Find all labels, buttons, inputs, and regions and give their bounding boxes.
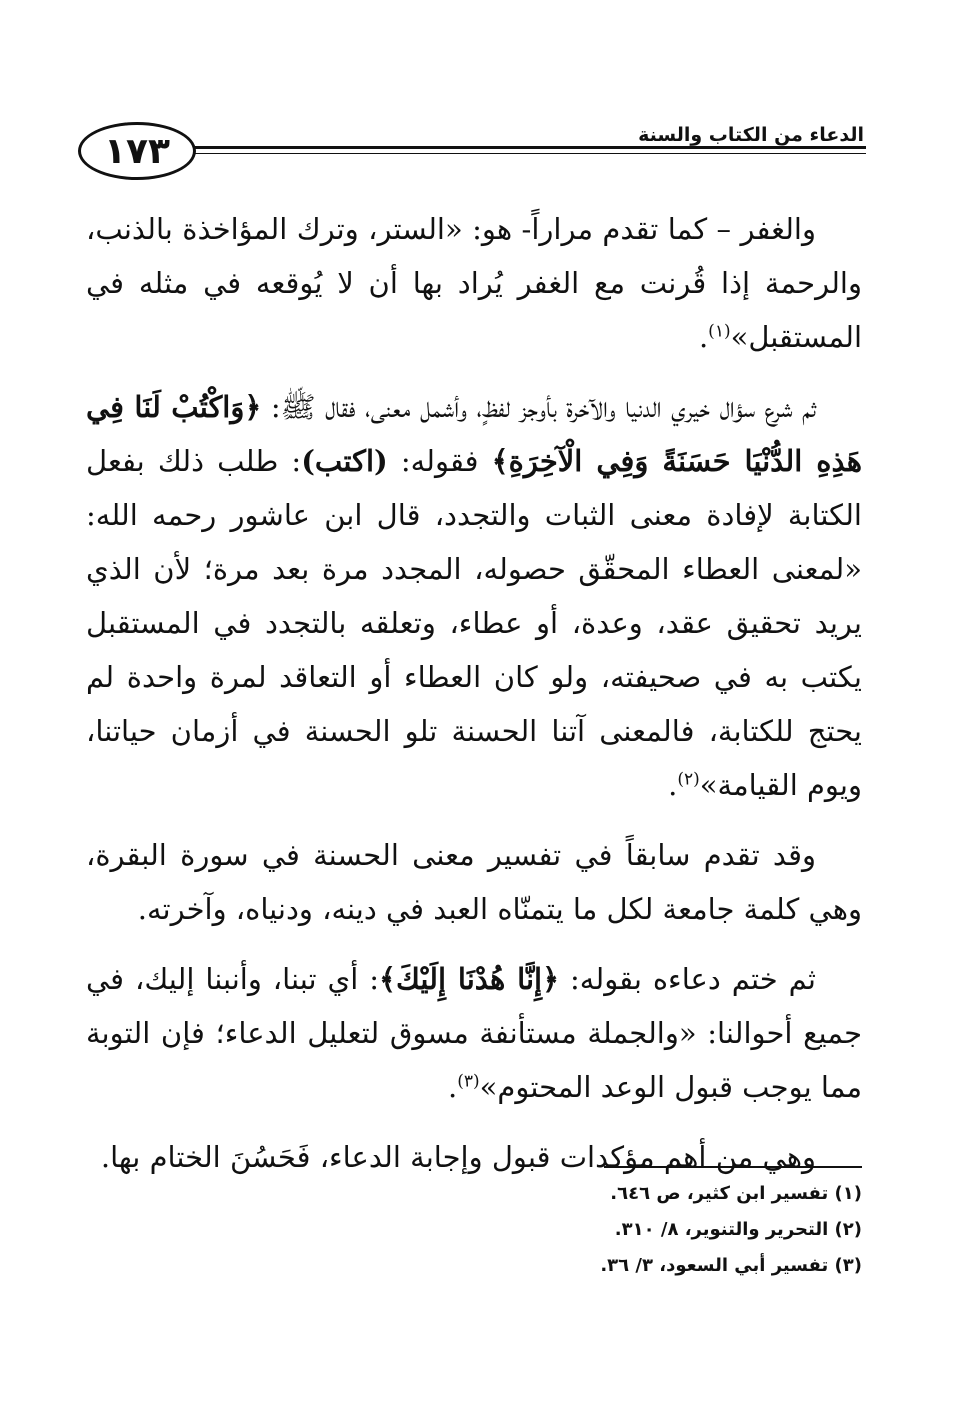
paragraph-4	[86, 952, 862, 1114]
quran-verse-1: ﴿وَاكْتُبْ لَنَا فِي هَذِهِ الدُّنْيَا حَسَنَةً وَفِي الْآخِرَةِ﴾	[86, 390, 862, 478]
paragraph-2-end: .	[668, 768, 678, 802]
paragraph-2	[86, 380, 862, 812]
footnotes	[500, 1176, 862, 1284]
header-rule-thin	[194, 153, 866, 154]
footnote-2: (٢) التحرير والتنوير، ٨/ ٣١٠.	[614, 1219, 862, 1240]
running-title: الدعاء من الكتاب والسنة	[632, 124, 864, 146]
paragraph-5-text: وهي من أهم مؤكدات قبول وإجابة الدعاء، فَحَسُنَ الختام بها.	[100, 1140, 816, 1174]
footnote-3: (٣) تفسير أبي السعود، ٣/ ٣٦.	[600, 1255, 862, 1276]
page-body	[86, 202, 862, 1200]
footnote-ref-1: (١)	[708, 321, 731, 342]
paragraph-1-text: والغفر – كما تقدم مراراً- هو: «الستر، وترك المؤاخذة بالذنب، والرحمة إذا قُرنت مع الغفر يُراد بها أن لا يُوقعه في مثله في المستقبل»	[86, 212, 862, 354]
footnote-ref-3: (٣)	[457, 1071, 480, 1092]
paragraph-1-end: .	[698, 320, 709, 354]
paragraph-4-end: .	[448, 1070, 458, 1104]
paragraph-4-part-1: ثم ختم دعاءه بقوله:	[559, 962, 816, 996]
paragraph-2-part-3: : طلب ذلك بفعل الكتابة لإفادة معنى الثبات والتجدد، قال ابن عاشور رحمه الله: «لمعنى العطاء المحقّق حصوله، المجدد مرة بعد مرة؛ لأن الذي يريد تحقيق عقد، وعدة، أو عطاء، وتعلقه بالتجدد في المستقبل يكتب به في صحيفته، ولو كان العطاء أو التعاقد لمرة واحدة لم يحتج للكتابة، فالمعنى آتنا الحسنة تلو الحسنة في أزمان حياتنا، ويوم القيامة»	[86, 444, 862, 802]
paragraph-2-part-2: فقوله:	[387, 444, 492, 478]
paragraph-3-text: وقد تقدم سابقاً في تفسير معنى الحسنة في سورة البقرة، وهي كلمة جامعة لكل ما يتمنّاه العبد في دينه، ودنياه، وآخرته.	[86, 838, 862, 926]
footnote-ref-2: (٢)	[677, 769, 700, 790]
paragraph-2-part-1: ثم شرع سؤال خيري الدنيا والآخرة بأوجز لفظٍ، وأشمل معنى، فقال ﷺ:	[261, 390, 816, 424]
paragraph-4-part-2: : أي تبنا، وأنبنا إليك، في جميع أحوالنا: «والجملة مستأنفة مسوق لتعليل الدعاء؛ فإن التوبة مما يوجب قبول الوعد المحتوم»	[86, 962, 862, 1104]
paragraph-3	[86, 828, 862, 936]
header-rule-thick	[194, 146, 866, 149]
quran-verse-2: ﴿إِنَّا هُدْنَا إِلَيْكَ﴾	[378, 962, 560, 996]
footnote-1: (١) تفسير ابن كثير، ص ٦٤٦.	[610, 1183, 862, 1204]
page-number: ١٧٣	[78, 122, 196, 180]
page-header	[78, 118, 866, 184]
footnote-separator	[604, 1166, 862, 1168]
paragraph-1	[86, 202, 862, 364]
keyword-uktub: (اكتب)	[301, 444, 388, 478]
